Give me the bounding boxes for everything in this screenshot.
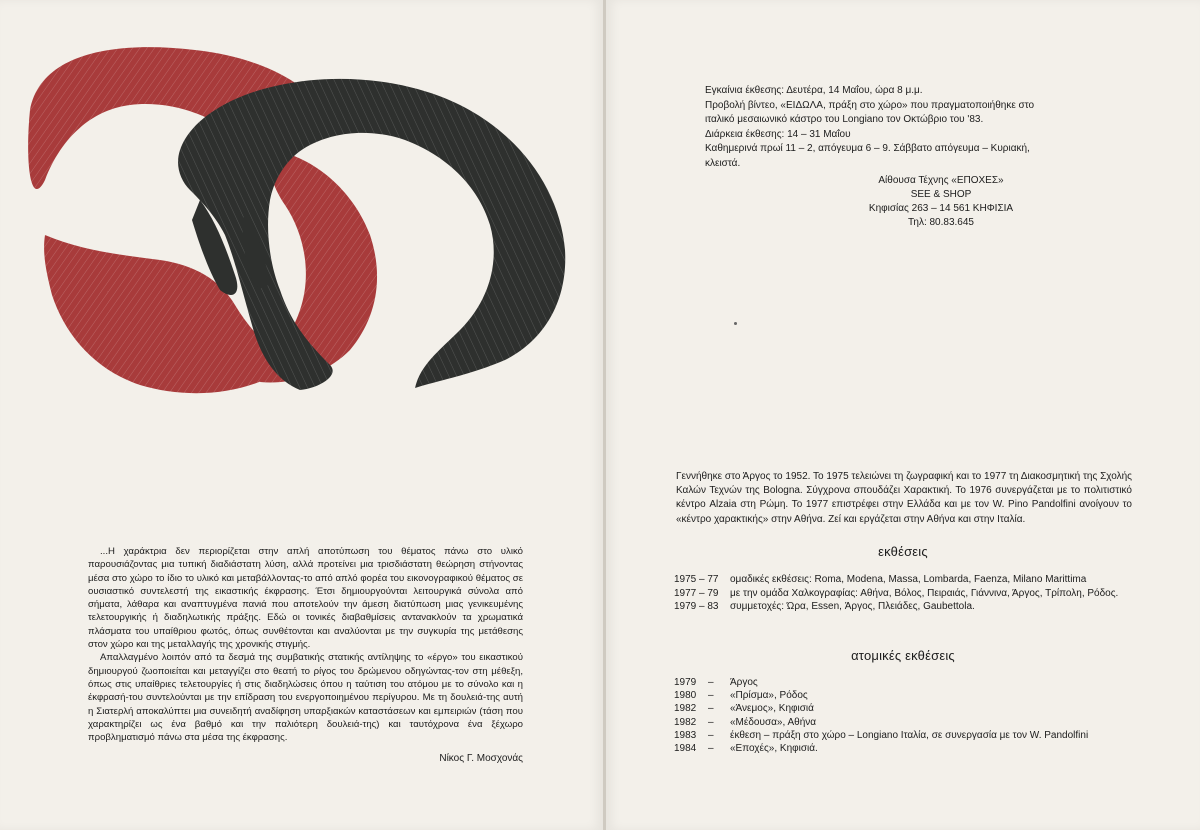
list-item [674, 702, 1144, 715]
solo-year: 1984 [674, 743, 697, 755]
solo-desc: «Άνεμος», Κηφισιά [730, 703, 814, 715]
solo-year: 1979 [674, 677, 697, 688]
exhibition-desc: με την ομάδα Χαλκογραφίας: Αθήνα, Βόλος, Πειραιάς, Γιάννινα, Άργος, Τρίπολη, Ρόδος. [730, 587, 1119, 599]
venue-block [776, 174, 1106, 230]
info-video: Προβολή βίντεο, «ΕΙΔΩΛΑ, πράξη στο χώρο» που πραγματοποιήθηκε στο [705, 99, 1035, 111]
solo-desc: «Εποχές», Κηφισιά. [730, 743, 818, 755]
venue-shop: SEE & SHOP [910, 189, 972, 200]
info-hours-cont: κλειστά. [705, 157, 741, 169]
exhibitions-list [674, 573, 1144, 614]
list-item [674, 600, 1144, 614]
solo-exhibitions-heading: ατομικές εκθέσεις [851, 648, 955, 663]
venue-phone: Τηλ: 80.83.645 [908, 217, 974, 228]
solo-desc: Άργος [730, 677, 758, 688]
solo-year: 1982 [674, 716, 697, 728]
solo-year: 1982 [674, 703, 697, 715]
exhibition-desc: συμμετοχές: Ώρα, Essen, Άργος, Πλειάδες, Gaubettola. [730, 601, 975, 613]
solo-dash: – [708, 677, 714, 688]
solo-dash: – [708, 703, 714, 715]
list-item [674, 573, 1144, 587]
solo-desc: «Μέδουσα», Αθήνα [730, 716, 817, 728]
exhibition-desc: ομαδικές εκθέσεις: Roma, Modena, Massa, Lombarda, Faenza, Milano Marittima [730, 574, 1087, 585]
solo-year: 1983 [674, 729, 697, 741]
artist-bio: Γεννήθηκε στο Άργος το 1952. Το 1975 τελειώνει τη ζωγραφική και το 1977 τη Διακοσμητική της Σχολής Καλών Τεχνών της Bologna. Σύγχρονα σπουδάζει Χαρακτική. Το 1976 συνεργάζεται με το πολιτιστικό κέντρο Alzaia στη Ρώμη. Το 1977 επιστρέφει στην Ελλάδα και με τον W. Pino Pandolfini ανοίγουν το «κέντρο χαρακτικής» στην Αθήνα. Ζεί και εργάζεται στην Αθήνα και στην Ιταλία. [676, 471, 1132, 525]
list-item [674, 587, 1144, 601]
list-item [674, 742, 1144, 755]
venue-name: Αίθουσα Τέχνης «ΕΠΟΧΕΣ» [878, 175, 1004, 186]
info-opening: Εγκαίνια έκθεσης: Δευτέρα, 14 Μαΐου, ώρα 8 μ.μ. [705, 85, 923, 96]
solo-dash: – [708, 729, 714, 741]
venue-address: Κηφισίας 263 – 14 561 ΚΗΦΙΣΙΑ [868, 203, 1014, 214]
paper-speck [734, 322, 737, 325]
essay-signature: Νίκος Γ. Μοσχονάς [439, 753, 523, 765]
solo-year: 1980 [674, 690, 697, 702]
solo-dash: – [708, 716, 714, 728]
right-page [606, 0, 1200, 830]
woodcut-artwork-icon [20, 20, 580, 405]
exhibition-years: 1977 – 79 [674, 587, 719, 599]
info-hours: Καθημερινά πρωί 11 – 2, απόγευμα 6 – 9. Σάββατο απόγευμα – Κυριακή, [705, 143, 1030, 155]
list-item [674, 716, 1144, 729]
solo-exhibitions-list [674, 676, 1144, 755]
essay-text [88, 545, 523, 766]
solo-desc: έκθεση – πράξη στο χώρο – Longiano Ιταλία, σε συνεργασία με τον W. Pandolfini [730, 729, 1089, 741]
exhibition-years: 1975 – 77 [674, 574, 719, 585]
list-item [674, 676, 1144, 689]
essay-paragraph-1: ...Η χαράκτρια δεν περιορίζεται στην απλή αποτύπωση του θέματος πάνω στο υλικό παρουσιάζοντας μια τυπική διαδιάστατη λύση, αλλά προτείνει μια τρισδιάστατη θεώρηση στήνοντας μέσα στο χώρο το ίδιο το υλικό και μεταβάλλοντας-το από απλό φορέα του εικονογραφικού θέματος σε ουσιαστικό συντελεστή της εικαστικής έκφρασης. Έτσι δημιουργούνται λειτουργικά σύνολα από σήματα, λάθαρα και αναπτυγμένα πανιά που αποτελούν την άμεση διατύπωση μιας γενικευμένης τελετουργικής ή διαδηλωτικής πράξης. Εδώ οι τονικές διαβαθμίσεις αντανακλούν τα χρωματικά πλάσματα του υπαίθριου φωτός, όπως συνθέτονται και αναλύονται με την συγκυρία της μετάθεσης στον χώρο και της μεταλλαγής της χρονικής στιγμής. [88, 546, 523, 651]
list-item [674, 689, 1144, 702]
exhibition-info [705, 84, 1105, 172]
list-item [674, 729, 1144, 742]
info-duration: Διάρκεια έκθεσης: 14 – 31 Μαΐου [705, 128, 851, 140]
solo-desc: «Πρίσμα», Ρόδος [730, 690, 808, 702]
essay-paragraph-2: Απαλλαγμένο λοιπόν από τα δεσμά της συμβατικής στατικής αντίληψης το «έργο» του εικαστικού δημιουργού ζωοποιείται και μεταγγίζει στο θεατή το ρίγος του δρώμενου οδηγώντας-τον στη μέθεξη, όπως στις υπαίθριες τελετουργίες ή στις διαδηλώσεις όπου η ταύτιση του ατόμου με το σύνολο και η έκφρασή-του συντελούνται με την επίδραση του ενεργοποιημένου περίγυρου. Με τη δουλειά-της αυτή η Σιατερλή αποκαλύπτει μια συνειδητή αναδίφηση υπαρξιακών καταστάσεων και εμπειριών (τάση που χαρακτηρίζει ως ένα βαθμό και την παλιότερη δουλειά-της) και ταυτόχρονα ένα ξέχωρο προβληματισμό πάνω στα μέσα της έκφρασης. [88, 652, 523, 744]
exhibition-years: 1979 – 83 [674, 601, 719, 613]
solo-dash: – [708, 690, 714, 702]
info-video-cont: ιταλικό μεσαιωνικό κάστρο του Longiano τον Οκτώβριο του '83. [705, 114, 984, 126]
solo-dash: – [708, 743, 714, 755]
exhibitions-heading: εκθέσεις [878, 544, 928, 559]
